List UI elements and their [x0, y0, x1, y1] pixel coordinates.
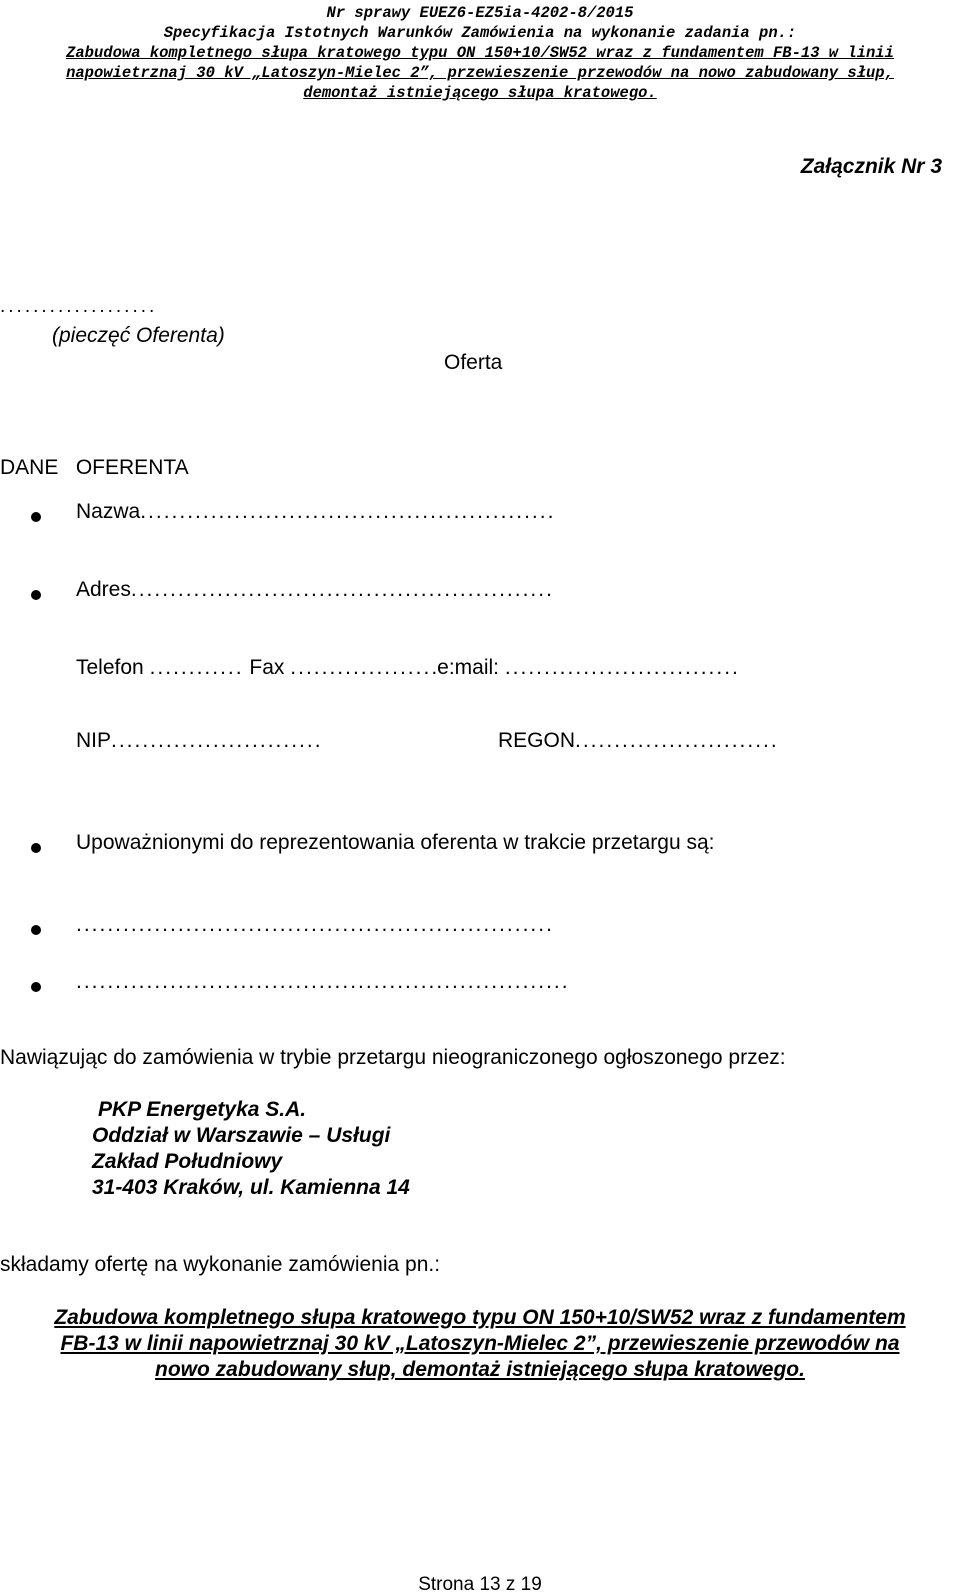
email-label: .e:mail:: [431, 656, 499, 679]
regon-label: REGON: [498, 729, 576, 752]
task-title-line-1: Zabudowa kompletnego słupa kratowego typu ON 150+10/SW52 wraz z fundamentem: [54, 1306, 906, 1329]
address-label: Adres: [76, 578, 131, 601]
representatives-row: [0, 831, 960, 861]
representatives-label: Upoważnionymi do reprezentowania oferenta w trakcie przetargu są:: [76, 831, 715, 854]
regon-field[interactable]: ..........................: [575, 729, 779, 752]
representative-line-2: [0, 970, 960, 1000]
section-title: DANE OFERENTA: [0, 456, 189, 479]
address-field[interactable]: ......................................................: [130, 578, 554, 601]
bullet-icon: [31, 982, 41, 992]
header-task-line-3: demontaż istniejącego słupa kratowego.: [303, 84, 657, 102]
contact-row: [0, 656, 960, 686]
offer-title: Oferta: [444, 351, 503, 374]
contracting-party-name: PKP Energetyka S.A.: [98, 1098, 307, 1121]
nip-label: NIP: [76, 729, 112, 752]
submit-text: składamy ofertę na wykonanie zamówienia pn.:: [0, 1253, 441, 1276]
nip-field[interactable]: ...........................: [111, 729, 323, 752]
bullet-icon: [31, 843, 41, 853]
spec-title: Specyfikacja Istotnych Warunków Zamówienia na wykonanie zadania pn.:: [163, 24, 797, 42]
bullet-icon: [31, 512, 41, 522]
nip-regon-row: [0, 729, 960, 759]
intro-text: Nawiązując do zamówienia w trybie przetargu nieograniczonego ogłoszonego przez:: [0, 1046, 786, 1069]
header-task-line-2: napowietrznaj 30 kV „Latoszyn-Mielec 2”, przewieszenie przewodów na nowo zabudowany słup,: [66, 64, 894, 82]
name-field[interactable]: .....................................................: [140, 500, 556, 523]
name-row: [0, 500, 960, 530]
fax-field[interactable]: ..................: [290, 656, 432, 679]
representative-field-1[interactable]: .............................................................: [76, 913, 554, 936]
email-field[interactable]: ..............................: [504, 656, 740, 679]
bullet-icon: [31, 925, 41, 935]
phone-label: Telefon: [76, 656, 144, 679]
representative-field-2[interactable]: ...............................................................: [76, 970, 570, 993]
annex-label: Załącznik Nr 3: [800, 155, 942, 178]
stamp-label: (pieczęć Oferenta): [52, 324, 225, 347]
page-number: Strona 13 z 19: [418, 1574, 542, 1595]
address-row: [0, 578, 960, 608]
header-task-line-1: Zabudowa kompletnego słupa kratowego typu ON 150+10/SW52 wraz z fundamentem FB-13 w linii: [66, 44, 894, 62]
contracting-party-unit: Zakład Południowy: [92, 1150, 283, 1173]
name-label: Nazwa: [76, 500, 141, 523]
task-title-line-3: nowo zabudowany słup, demontaż istniejącego słupa kratowego.: [155, 1358, 805, 1381]
fax-label: Fax: [249, 656, 285, 679]
phone-field[interactable]: ............: [149, 656, 244, 679]
task-title-line-2: FB-13 w linii napowietrznaj 30 kV „Latoszyn-Mielec 2”, przewieszenie przewodów na: [60, 1332, 900, 1355]
stamp-dots: ...................: [0, 296, 158, 317]
bullet-icon: [31, 590, 41, 600]
contracting-party-branch: Oddział w Warszawie – Usługi: [92, 1124, 391, 1147]
representative-line-1: [0, 913, 960, 943]
contracting-party-address: 31-403 Kraków, ul. Kamienna 14: [92, 1176, 410, 1199]
case-number: Nr sprawy EUEZ6-EZ5ia-4202-8/2015: [326, 4, 634, 22]
